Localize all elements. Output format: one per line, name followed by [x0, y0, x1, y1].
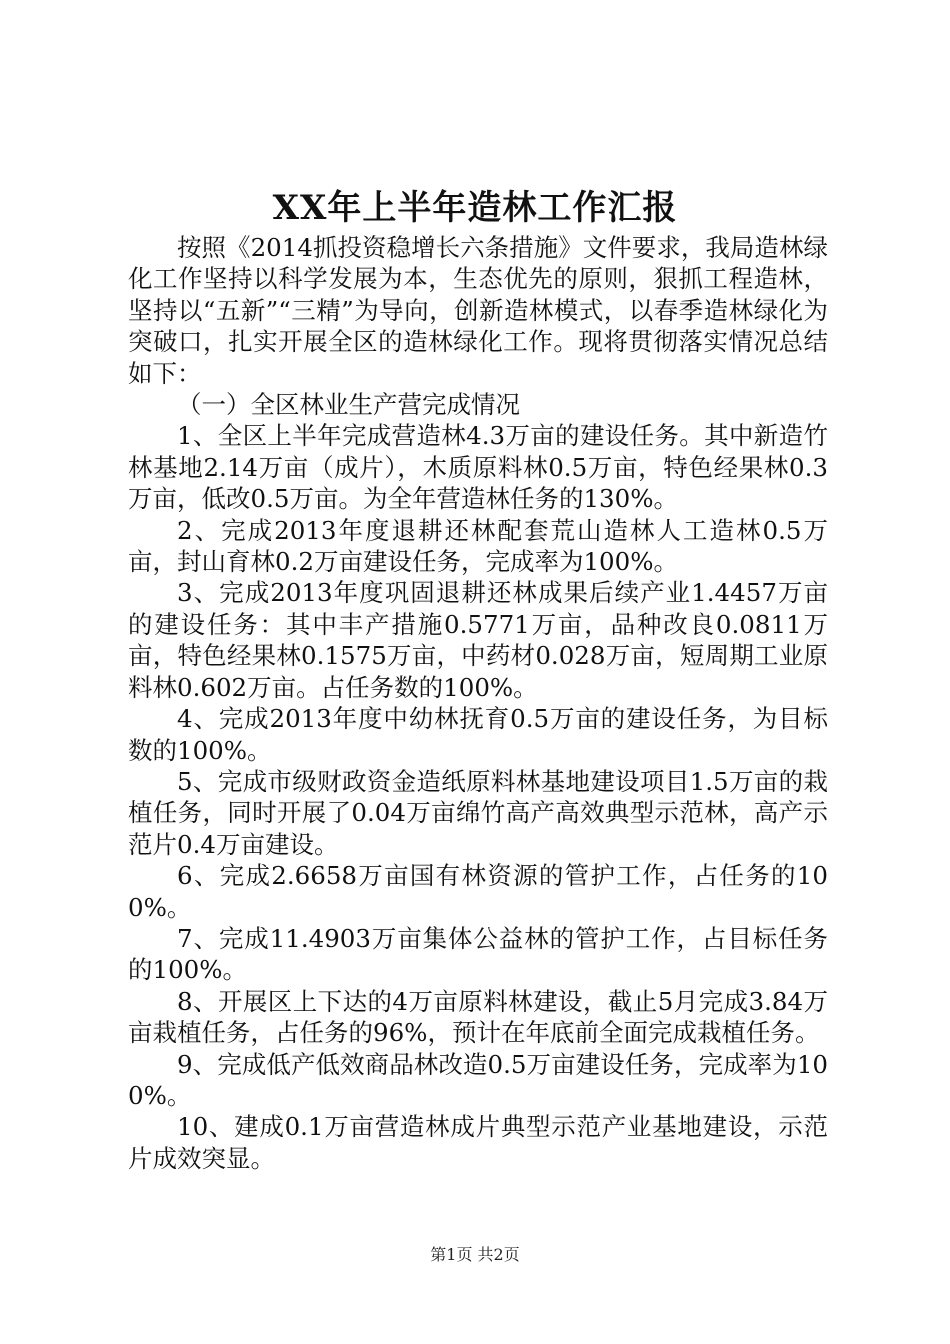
list-item: 10、建成0.1万亩营造林成片典型示范产业基地建设，示范片成效突显。 — [128, 1112, 828, 1173]
document-body — [128, 232, 828, 1174]
page-number-footer: 第1页 共2页 — [430, 1245, 520, 1264]
section-heading: （一）全区林业生产营完成情况 — [177, 390, 520, 420]
list-item: 1、全区上半年完成营造林4.3万亩的建设任务。其中新造竹林基地2.14万亩（成片），木质原料林0.5万亩，特色经果林0.3万亩，低改0.5万亩。为全年营造林任务的130%。 — [128, 421, 828, 514]
list-item: 9、完成低产低效商品林改造0.5万亩建设任务，完成率为100%。 — [128, 1049, 828, 1110]
list-item: 6、完成2.6658万亩国有林资源的管护工作，占任务的100%。 — [128, 861, 828, 922]
list-item: 2、完成2013年度退耕还林配套荒山造林人工造林0.5万亩，封山育林0.2万亩建设任务，完成率为100%。 — [128, 515, 828, 577]
list-item: 3、完成2013年度巩固退耕还林成果后续产业1.4457万亩的建设任务：其中丰产措施0.5771万亩，品种改良0.0811万亩，特色经果林0.1575万亩，中药材0.028万亩，短周期工业原料林0.602万亩。占任务数的100%。 — [128, 578, 828, 702]
list-item: 7、完成11.4903万亩集体公益林的管护工作，占目标任务的100%。 — [128, 923, 828, 985]
document-title: XX年上半年造林工作汇报 — [272, 188, 678, 228]
list-item: 8、开展区上下达的4万亩原料林建设，截止5月完成3.84万亩栽植任务，占任务的96%，预计在年底前全面完成栽植任务。 — [128, 986, 828, 1048]
list-item: 4、完成2013年度中幼林抚育0.5万亩的建设任务，为目标数的100%。 — [128, 704, 828, 765]
intro-paragraph: 按照《2014抓投资稳增长六条措施》文件要求，我局造林绿化工作坚持以科学发展为本，生态优先的原则，狠抓工程造林，坚持以“五新”“三精”为导向，创新造林模式，以春季造林绿化为突破口，扎实开展全区的造林绿化工作。现将贯彻落实情况总结如下： — [128, 233, 828, 388]
list-item: 5、完成市级财政资金造纸原料林基地建设项目1.5万亩的栽植任务，同时开展了0.04万亩绵竹高产高效典型示范林，高产示范片0.4万亩建设。 — [128, 766, 828, 859]
